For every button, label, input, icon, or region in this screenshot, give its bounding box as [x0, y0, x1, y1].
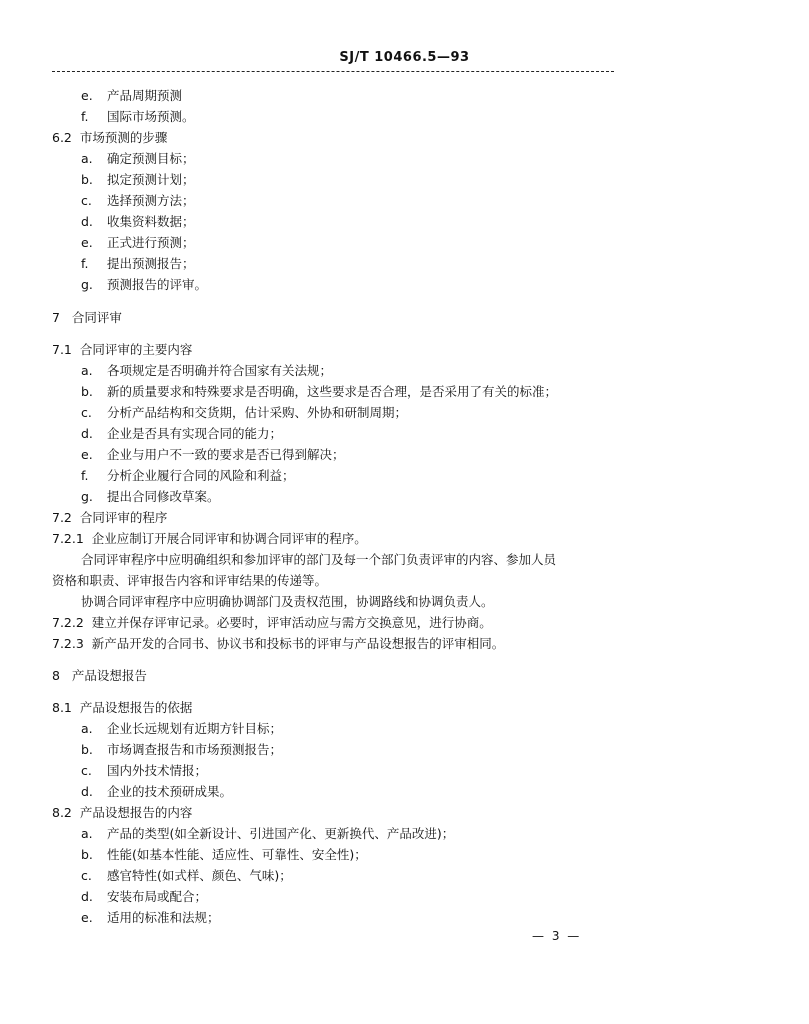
item-text: 预测报告的评审。 — [107, 277, 208, 292]
paragraph-line: 资格和职责、评审报告内容和评审结果的传递等。 — [52, 573, 328, 588]
clause-text: 企业应制订开展合同评审和协调合同评审的程序。 — [91, 531, 367, 546]
section-title: 合同评审 — [71, 310, 122, 325]
item-text: 适用的标准和法规； — [107, 910, 220, 925]
item-text: 国际市场预测。 — [107, 109, 195, 124]
clause-number: 7.2.2 — [52, 615, 84, 630]
section-number: 7 — [52, 310, 60, 325]
section-number: 8.1 — [52, 700, 72, 715]
clause-7-2-1 — [52, 531, 367, 547]
item-text: 提出预测报告； — [107, 256, 195, 271]
item-marker: b. — [81, 742, 93, 757]
item-text: 收集资料数据； — [107, 214, 195, 229]
clause-text: 新产品开发的合同书、协议书和投标书的评审与产品设想报告的评审相同。 — [91, 636, 505, 651]
section-number: 6.2 — [52, 130, 72, 145]
section-title: 合同评审的主要内容 — [79, 342, 193, 357]
item-marker: e. — [81, 235, 93, 250]
item-text: 性能(如基本性能、适应性、可靠性、安全性)； — [107, 847, 367, 862]
item-text: 产品周期预测 — [107, 88, 183, 103]
subsection-heading — [52, 700, 192, 716]
section-heading — [52, 668, 147, 684]
item-marker: d. — [81, 889, 93, 904]
item-marker: e. — [81, 447, 93, 462]
section-title: 市场预测的步骤 — [79, 130, 168, 145]
section-number: 7.1 — [52, 342, 72, 357]
clause-number: 7.2.1 — [52, 531, 84, 546]
item-marker: d. — [81, 426, 93, 441]
item-marker: b. — [81, 384, 93, 399]
item-text: 感官特性(如式样、颜色、气味)； — [107, 868, 292, 883]
item-text: 企业与用户不一致的要求是否已得到解决； — [107, 447, 345, 462]
item-marker: f. — [81, 468, 89, 483]
item-marker: c. — [81, 405, 92, 420]
item-marker: c. — [81, 763, 92, 778]
subsection-heading — [52, 342, 192, 358]
item-marker: b. — [81, 172, 93, 187]
clause-7-2-3 — [52, 636, 504, 652]
item-marker: e. — [81, 88, 93, 103]
item-marker: a. — [81, 721, 93, 736]
item-marker: d. — [81, 214, 93, 229]
page-number: — 3 — — [532, 929, 582, 943]
item-text: 企业长远规划有近期方针目标； — [107, 721, 283, 736]
subsection-heading — [52, 130, 167, 146]
item-text: 企业是否具有实现合同的能力； — [107, 426, 283, 441]
item-text: 分析产品结构和交货期，估计采购、外协和研制周期； — [107, 405, 408, 420]
item-marker: b. — [81, 847, 93, 862]
section-heading — [52, 310, 122, 326]
section-title: 合同评审的程序 — [79, 510, 168, 525]
item-text: 分析企业履行合同的风险和利益； — [107, 468, 295, 483]
item-text: 国内外技术情报； — [107, 763, 208, 778]
item-marker: g. — [81, 277, 93, 292]
section-title: 产品设想报告的内容 — [79, 805, 193, 820]
clause-text: 建立并保存评审记录。必要时，评审活动应与需方交换意见，进行协商。 — [91, 615, 492, 630]
section-number: 8 — [52, 668, 60, 683]
paragraph-line: 合同评审程序中应明确组织和参加评审的部门及每一个部门负责评审的内容、参加人员 — [81, 552, 557, 567]
header-divider — [52, 71, 614, 72]
section-title: 产品设想报告的依据 — [79, 700, 193, 715]
item-text: 提出合同修改草案。 — [107, 489, 220, 504]
section-number: 7.2 — [52, 510, 72, 525]
item-text: 产品的类型(如全新设计、引进国产化、更新换代、产品改进)； — [107, 826, 455, 841]
clause-number: 7.2.3 — [52, 636, 84, 651]
item-text: 企业的技术预研成果。 — [107, 784, 233, 799]
paragraph-line: 协调合同评审程序中应明确协调部门及责权范围，协调路线和协调负责人。 — [81, 594, 494, 609]
item-text: 选择预测方法； — [107, 193, 195, 208]
subsection-heading — [52, 805, 192, 821]
item-text: 确定预测目标； — [107, 151, 195, 166]
item-marker: d. — [81, 784, 93, 799]
item-marker: a. — [81, 363, 93, 378]
item-text: 市场调查报告和市场预测报告； — [107, 742, 283, 757]
item-text: 拟定预测计划； — [107, 172, 195, 187]
item-marker: f. — [81, 109, 89, 124]
item-text: 正式进行预测； — [107, 235, 195, 250]
section-title: 产品设想报告 — [71, 668, 147, 683]
item-marker: e. — [81, 910, 93, 925]
standard-code: SJ/T 10466.5—93 — [339, 50, 470, 65]
subsection-heading — [52, 510, 167, 526]
item-marker: f. — [81, 256, 89, 271]
item-marker: g. — [81, 489, 93, 504]
item-text: 安装布局或配合； — [107, 889, 208, 904]
clause-7-2-2 — [52, 615, 492, 631]
item-marker: a. — [81, 151, 93, 166]
section-number: 8.2 — [52, 805, 72, 820]
item-marker: a. — [81, 826, 93, 841]
item-marker: c. — [81, 193, 92, 208]
item-text: 新的质量要求和特殊要求是否明确，这些要求是否合理，是否采用了有关的标准； — [107, 384, 558, 399]
item-marker: c. — [81, 868, 92, 883]
item-text: 各项规定是否明确并符合国家有关法规； — [107, 363, 333, 378]
